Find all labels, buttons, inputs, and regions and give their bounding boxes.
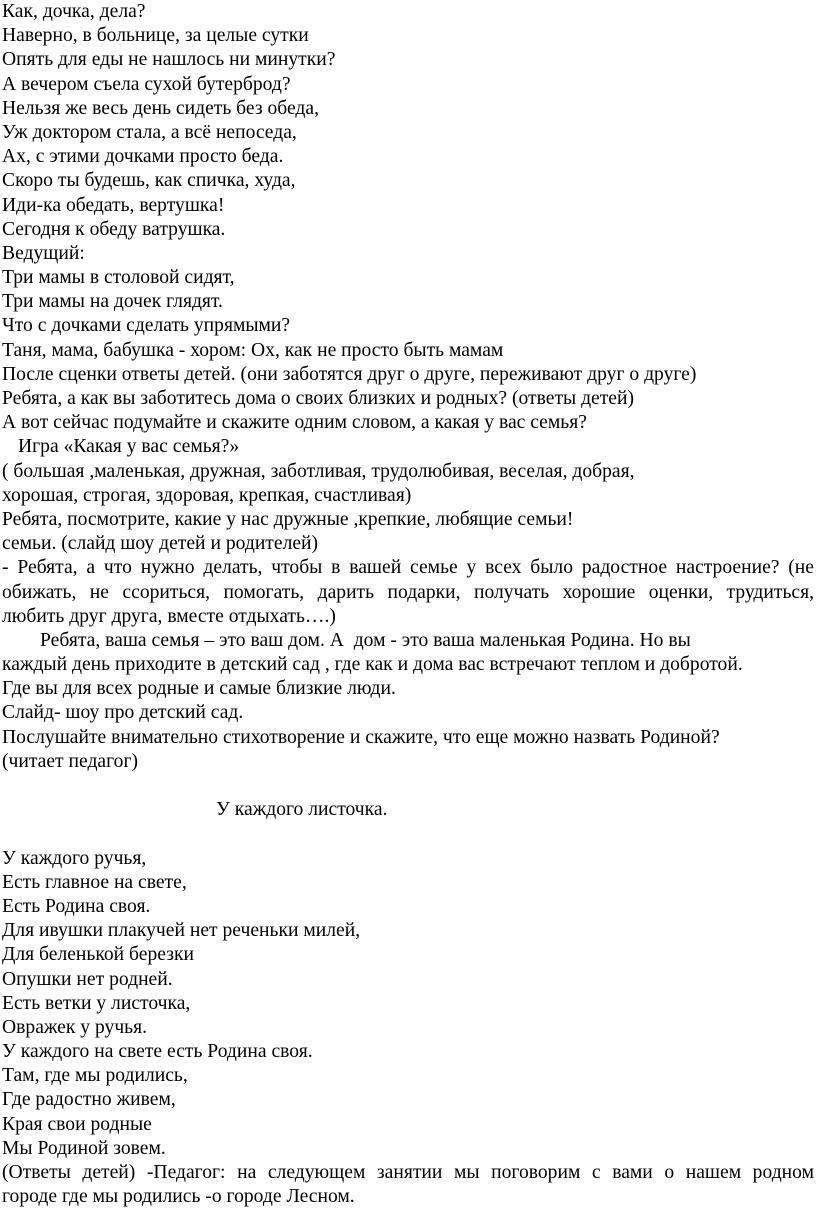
- poem-line: Там, где мы родились,: [2, 1065, 188, 1087]
- text-line: Таня, мама, бабушка - хором: Ох, как не просто быть мамам: [2, 339, 504, 361]
- poem-line: Для ивушки плакучей нет реченьки милей,: [2, 920, 361, 942]
- question-paragraph: [2, 556, 814, 629]
- poem-line: Есть Родина своя.: [2, 895, 151, 917]
- poem-line: Для беленькой березки: [2, 944, 194, 966]
- text-line: После сценки ответы детей. (они заботятся друг о друге, переживают друг о друге): [2, 363, 697, 385]
- poem-line: Есть ветки у листочка,: [2, 992, 191, 1014]
- text-line: Где вы для всех родные и самые близкие люди.: [2, 678, 396, 700]
- blank-line: [2, 774, 814, 798]
- text-line: Нельзя же весь день сидеть без обеда,: [2, 97, 319, 119]
- poem-line: Опушки нет родней.: [2, 968, 173, 990]
- text-line: Иди-ка обедать, вертушка!: [2, 194, 225, 216]
- text-line: Ребята, а как вы заботитесь дома о своих близких и родных? (ответы детей): [2, 388, 635, 409]
- text-line: Ребята, ваша семья – это ваш дом. А дом - это ваша маленькая Родина. Но вы: [40, 629, 691, 651]
- poem-line: У каждого на свете есть Родина своя.: [2, 1041, 313, 1063]
- closing-paragraph: [2, 1161, 814, 1209]
- text-line: городе где мы родились -о городе Лесном.: [2, 1186, 355, 1208]
- text-line: каждый день приходите в детский сад , где как и дома вас встречают теплом и добротой.: [2, 654, 743, 676]
- poem-title: У каждого листочка.: [216, 799, 388, 821]
- home-paragraph: [2, 629, 814, 774]
- document-page: [2, 0, 814, 1209]
- poem-line: Края свои родные: [2, 1113, 152, 1135]
- text-line: Скоро ты будешь, как спичка, худа,: [2, 170, 296, 192]
- text-line: Три мамы в столовой сидят,: [2, 267, 235, 289]
- text-line: хорошая, строгая, здоровая, крепкая, счастливая): [2, 484, 412, 506]
- text-line: Сегодня к обеду ватрушка.: [2, 218, 226, 240]
- text-line: Три мамы на дочек глядят.: [2, 291, 223, 313]
- poem-line: У каждого ручья,: [2, 847, 147, 869]
- text-line: ( большая ,маленькая, дружная, заботливая, трудолюбивая, веселая, добрая,: [2, 460, 635, 482]
- text-line: (читает педагог): [2, 750, 139, 772]
- text-line: Опять для еды не нашлось ни минутки?: [2, 49, 336, 71]
- text-line: (Ответы детей) -Педагог: на следующем занятии мы поговорим с вами о нашем родном: [2, 1162, 814, 1183]
- poem-line: Овражек у ручья.: [2, 1016, 148, 1038]
- text-line: любить друг друга, вместе отдыхать….): [2, 605, 336, 627]
- poem: [2, 847, 814, 1161]
- text-line: А вечером съела сухой бутерброд?: [2, 73, 291, 95]
- text-line: обижать, не ссориться, помогать, дарить подарки, получать хорошие оценки, трудиться,: [2, 581, 814, 603]
- text-line: Как, дочка, дела?: [2, 1, 146, 22]
- text-line: Послушайте внимательно стихотворение и скажите, что еще можно назвать Родиной?: [2, 726, 720, 748]
- text-line: А вот сейчас подумайте и скажите одним словом, а какая у вас семья?: [2, 412, 587, 434]
- text-line: Наверно, в больнице, за целые сутки: [2, 25, 309, 47]
- dialogue-section: [2, 0, 814, 435]
- text-line: семьи. (слайд шоу детей и родителей): [2, 533, 319, 555]
- poem-line: Есть главное на свете,: [2, 871, 187, 893]
- game-answers-section: [2, 460, 814, 557]
- text-line: Ах, с этими дочками просто беда.: [2, 146, 284, 168]
- poem-line: Мы Родиной зовем.: [2, 1137, 166, 1159]
- text-line: Что с дочками сделать упрямыми?: [2, 315, 291, 337]
- text-line: Слайд- шоу про детский сад.: [2, 702, 244, 724]
- text-line: - Ребята, а что нужно делать, чтобы в вашей семье у всех было радостное настроение? (не: [2, 557, 814, 579]
- text-line: Ребята, посмотрите, какие у нас дружные ,крепкие, любящие семьи!: [2, 508, 574, 530]
- blank-line: [2, 822, 814, 846]
- text-line: Уж доктором стала, а всё непоседа,: [2, 121, 297, 143]
- poem-line: Где радостно живем,: [2, 1089, 176, 1111]
- game-title: Игра «Какая у вас семья?»: [18, 436, 240, 458]
- speaker-label: Ведущий:: [2, 242, 85, 264]
